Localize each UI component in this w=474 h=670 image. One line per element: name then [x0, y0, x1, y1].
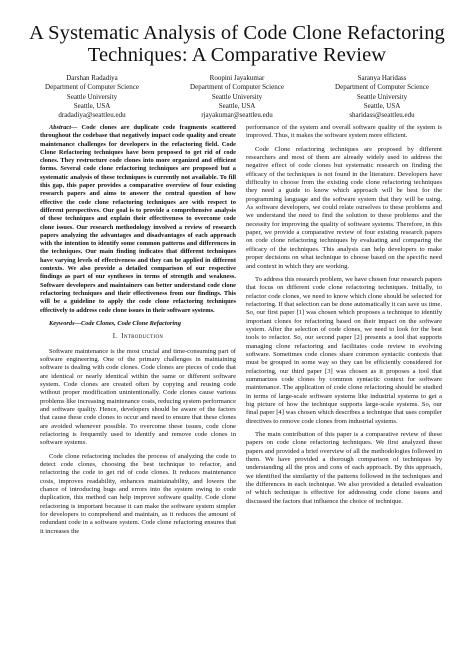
author-city: Seattle, USA: [73, 101, 111, 110]
author-1: [22, 74, 162, 120]
intro-paragraph-2: Code clone refactoring includes the process of analyzing the code to detect code clones, choosing the best technique to refactor, and refactoring the code to get rid of code clones. It reduces maintenance costs, improves readability, enhances maintainability, and lowers the chance of introducing bugs and errors into the system owing to code duplication, this method can help improve software quality. Code clone refactoring is important because it can make the software system simpler for developers to comprehend and maintain, as it reduces the amount of redundant code in a software system. Code clone refactoring ensures that it increases the: [40, 452, 236, 535]
abstract-text: Code clones are duplicate code fragments scattered throughout the codebase that negatively impact code quality and create maintenance challenges for developers in the refactoring field. Code Clone Refactoring techniques have been proposed to get rid of code clones. They restructure code clones into more organized and efficient forms. Several code clone refactoring techniques are proposed but a systematic analysis of these techniques is currently not available. To fill this gap, this paper provides a comparative overview of four existing research papers and aims to answer the central question of how effective the code clone refactoring techniques are with respect to different perspectives. Our goal is to provide a comprehensive analysis of these techniques and explain their effectiveness to overcome code clone issues. Our research methodology involved a review of research papers analyzing the advantages and disadvantages of each approach with the intention to identify some common patterns and differences in the techniques. Our main finding indicates that different techniques have varying levels of effectiveness and they can be applied in different contexts. We also provide a detailed comparison of our respective findings as part of our syntheses in terms of strength and weakness. Software developers and maintainers can better understand code clone refactoring techniques and their effectiveness from our findings. This will be a guideline to apply the code clone refactoring techniques effectively to address code clone issues in their software systems.: [40, 124, 236, 314]
author-univ: Seattle University: [66, 92, 118, 101]
intro-paragraph-1: Software maintenance is the most crucial and time-consuming part of software engineering. One of the primary challenges in maintaining software is dealing with code clones. Code clones are pieces of code that are identical or nearly identical within the same or different software system. Code clones are created often by copying and reusing code without proper modification unintentionally. Code clones cause various problems like increasing maintenance costs, reducing system performance and software quality. Hence, developers should be aware of the factors that cause these code clones to occur and need to ensure that these clones are avoided whenever possible. To overcome these issues, code clone refactoring is frequently used to identify and remove code clones in software systems.: [40, 347, 236, 447]
title-line-1: A Systematic Analysis of Code Clone Refactoring: [29, 22, 445, 44]
section-heading-introduction: [40, 333, 236, 341]
author-dept: Department of Computer Science: [190, 83, 284, 92]
section-number: I.: [112, 333, 118, 341]
intro-paragraph-3: performance of the system and overall software quality of the system is improved. Thus, it makes the software system more efficient.: [246, 124, 442, 140]
author-city: Seattle, USA: [218, 101, 256, 110]
author-dept: Department of Computer Science: [45, 83, 139, 92]
author-name: Saranya Haridass: [357, 74, 407, 82]
right-column: [246, 124, 442, 511]
author-city: Seattle, USA: [363, 101, 401, 110]
author-email: sharidass@seattleu.edu: [349, 111, 415, 120]
intro-paragraph-6: The main contribution of this paper is a comparative review of these papers on code clone refactoring techniques. We first analyzed these papers and provided a brief overview of all the methodologies followed in them. We have provided a thorough comparison of techniques by understanding all the pros and cons of each approach. By this approach, we identified the similarity of the patterns followed in the techniques and the differences in each technique. We also provided a detailed evaluation of which technique is effective for addressing code clone issues and discussed the factors that influence the choice of technique.: [246, 431, 442, 505]
intro-paragraph-4: Code Clone refactoring techniques are proposed by different researchers and most of them are already widely used to address the negative effect of code clones but systematic research on finding the efficacy of the techniques is not found in the literature. Developers have difficulty to choose from the existing code clone refactoring techniques they need a guide to know which approach will be best for the programming language and the software system that they will be using. As software developers, we could relate ourselves to these problems and we understand the need to find the solution to these problems and the necessity for improving the quality of software systems. Therefore, in this paper, we provide a comparative review of four existing research papers on code clone refactoring techniques by evaluating and comparing the efficacy of the techniques. This analysis can help developers to make proper decisions on what technique to choose based on the specific need and context in which they are working.: [246, 145, 442, 270]
abstract: [40, 124, 236, 315]
author-name: Roopini Jayakumar: [209, 74, 265, 82]
section-title: Introduction: [121, 333, 164, 341]
abstract-lead: Abstract—: [49, 124, 78, 131]
author-2: [167, 74, 307, 120]
author-univ: Seattle University: [356, 92, 408, 101]
paper-title: [10, 22, 464, 66]
author-email: dradadiya@seattleu.edu: [58, 111, 126, 120]
title-line-2: Techniques: A Comparative Review: [87, 44, 387, 66]
left-column: [40, 124, 236, 541]
author-univ: Seattle University: [211, 92, 263, 101]
author-dept: Department of Computer Science: [335, 83, 429, 92]
author-name: Darshan Radadiya: [66, 74, 118, 82]
intro-paragraph-5: To address this research problem, we have chosen four research papers that focus on different code clone refactoring techniques. Initially, to refactor code clones, we need to know which clone should be selected for refactoring. If that selection can be done automatically it can save us time. So, our first paper [1] was chosen which proposes a technique to identify important clones for refactoring based on their impact on the software system. After the selection of code clones, we need to look for the best tools to refactor. So, our second paper [2] presents a tool that supports managing clone refactoring and facilitates code review in evolving software. Sometimes code clones share common syntactic contexts that must be grouped in some way so they can be efficiently considered for refactoring, our third paper [3] was chosen as it proposes a tool that summarizes code clones by common syntactic context for software maintenance. The application of code clone refactoring should be studied in terms of large-scale software systems like industrial systems to get a big picture of how the technique supports large-scale systems. So, our final paper [4] was chosen which describes a technique that uses compiler directives to remove code clones from industrial systems.: [246, 275, 442, 425]
keywords: Keywords—Code Clones, Code Clone Refactoring: [49, 319, 181, 327]
author-email: rjayakumar@seattleu.edu: [201, 111, 273, 120]
author-3: [312, 74, 452, 120]
author-block: [22, 74, 452, 120]
